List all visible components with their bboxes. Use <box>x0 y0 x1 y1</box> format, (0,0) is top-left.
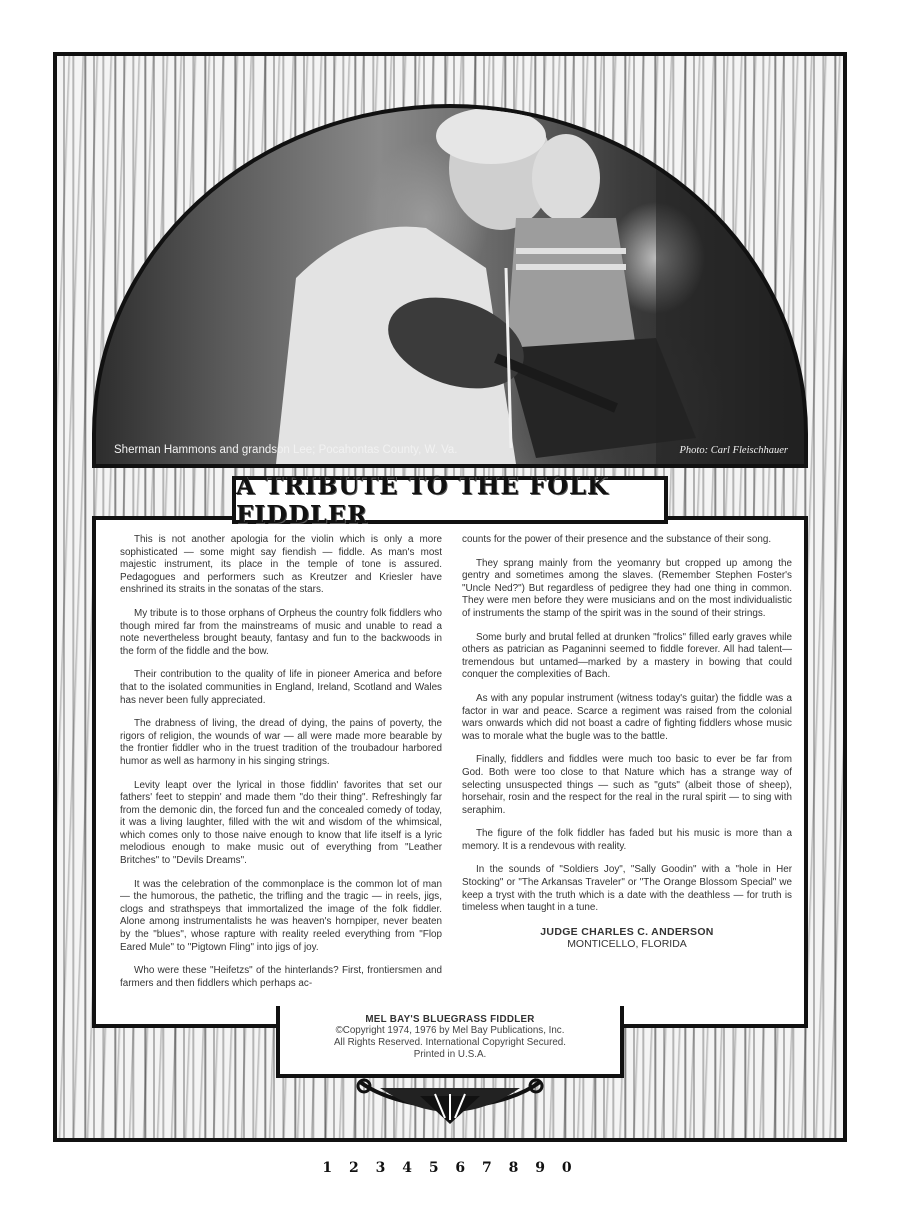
child-body-shape <box>506 218 636 358</box>
paragraph: The figure of the folk fiddler has faded but his music is more than a memory. It is a rendevous with reality. <box>462 828 792 852</box>
sweater-stripe <box>516 248 626 254</box>
paragraph: Finally, fiddlers and fiddles were much too basic to ever be far from God. Both were too close to that Nature which has a strange way of selecting unsuspected things — such as "guts" (albeit those of sheep), horsehair, rosin and the respect for the real in the rural spirit — to sing with seraphim. <box>462 754 792 816</box>
author-place: MONTICELLO, FLORIDA <box>567 937 687 950</box>
photo-illustration <box>96 108 804 464</box>
background-shadow <box>656 148 804 464</box>
printed-line: Printed in U.S.A. <box>413 1049 487 1060</box>
rights-line: All Rights Reserved. International Copyright Secured. <box>334 1037 566 1048</box>
photo-caption: Sherman Hammons and grandson Lee; Pocahontas County, W. Va. <box>114 444 458 456</box>
paragraph: This is not another apologia for the violin which is only a more sophisticated — some might say fiendish — fiddle. As man's most majestic instrument, its place in the temple of tone is assured. Pedagogues and performers such as Kreutzer and Kriesler have enshrined its straits in the sonatas of the stars. <box>120 534 442 596</box>
paragraph: In the sounds of "Soldiers Joy", "Sally Goodin" with a "hole in Her Stocking" or "The Arkansas Traveler" or "The Orange Blossom Special" we keep a tryst with the truth which is a date with the deathless — for truth is timeless when taught in a tune. <box>462 864 792 914</box>
book-title: MEL BAY'S BLUEGRASS FIDDLER <box>365 1014 535 1025</box>
page-title: A TRIBUTE TO THE FOLK FIDDLER <box>236 471 609 529</box>
author-name: JUDGE CHARLES C. ANDERSON <box>540 925 714 938</box>
paragraph: My tribute is to those orphans of Orpheus the country folk fiddlers who though mired far from the mainstreams of music and unable to read a note nevertheless brought beauty, fantasy and fun to the backwoods in the form of the fiddle and the bow. <box>120 607 442 657</box>
sweater-stripe <box>516 264 626 270</box>
arched-photo <box>92 104 808 468</box>
paragraph: As with any popular instrument (witness today's guitar) the fiddle was a factor in war and peace. Scarce a regiment was raised from the colonial wars onwards which did not boast a cadre of fighting fiddlers whose music was to morale what the bugle was to the battle. <box>462 692 792 742</box>
paragraph: It was the celebration of the commonplace is the common lot of man — the humorous, the pathetic, the trifling and the tragic — in reels, jigs, clogs and strathspeys that immortalized the image of the folk fiddler. Alone among instrumentalists he was heaven's hornpiper, never beaten by the "blues", whose rapture with reality reeled everything from "Flop Eared Mule" to "Pigtown Fling" into jigs of joy. <box>120 878 442 953</box>
copyright-plaque <box>276 1006 624 1078</box>
text-panel <box>92 516 808 1028</box>
title-plate <box>232 471 668 529</box>
scroll-ornament-icon <box>350 1074 550 1128</box>
left-column <box>120 534 442 1001</box>
paragraph: Their contribution to the quality of life in pioneer America and before that to the isolated communities in England, Ireland, Scotland and Wales has never been fully appreciated. <box>120 669 442 706</box>
right-column <box>462 534 792 950</box>
paragraph: Levity leapt over the lyrical in those fiddlin' favorites that set our fathers' feet to steppin' and made them "do their thing". Refreshingly far from the demonic din, the forced fun and the concealed comedy of today, it was a living laughter, filled with the wit and wisdom of the whimsical, which comes only to those naive enough to know that life itself is a lyric melodious enough to make music out of everything from "Leather Britches" to "Devils Dreams". <box>120 779 442 867</box>
signature-block <box>462 926 792 950</box>
child-head-shape <box>532 134 600 222</box>
photo-credit: Photo: Carl Fleischhauer <box>679 445 788 456</box>
paragraph: Who were these "Heifetzs" of the hinterlands? First, frontiersmen and farmers and then fiddlers which perhaps ac- <box>120 965 442 989</box>
print-run-numbers: 1 2 3 4 5 6 7 8 9 0 <box>322 1160 578 1176</box>
paragraph: They sprang mainly from the yeomanry but cropped up among the gentry and sometimes among the slaves. (Remember Stephen Foster's "Uncle Ned?") But regardless of pedigree they had one thing in common. They were men before they were musicians and on the most individualistic of instruments the stamp of the spirit was in the sound of their strings. <box>462 557 792 619</box>
paragraph: counts for the power of their presence and the substance of their song. <box>462 534 772 545</box>
copyright-line: ©Copyright 1974, 1976 by Mel Bay Publications, Inc. <box>335 1025 565 1036</box>
paragraph: Some burly and brutal felled at drunken "frolics" filled early graves while others as patrician as Paganinni seemed to fiddle forever. All had talent—tremendous but untamed—marked by a mastery in bowing that could conquer the complexities of Bach. <box>462 631 792 681</box>
man-hair-shape <box>436 108 546 164</box>
paragraph: The drabness of living, the dread of dying, the pains of poverty, the rigors of religion, the wounds of war — all were made more bearable by the frontier fiddler who in the truest tradition of the troubadour harbored humor as well as harmony in his singing strings. <box>120 718 442 767</box>
